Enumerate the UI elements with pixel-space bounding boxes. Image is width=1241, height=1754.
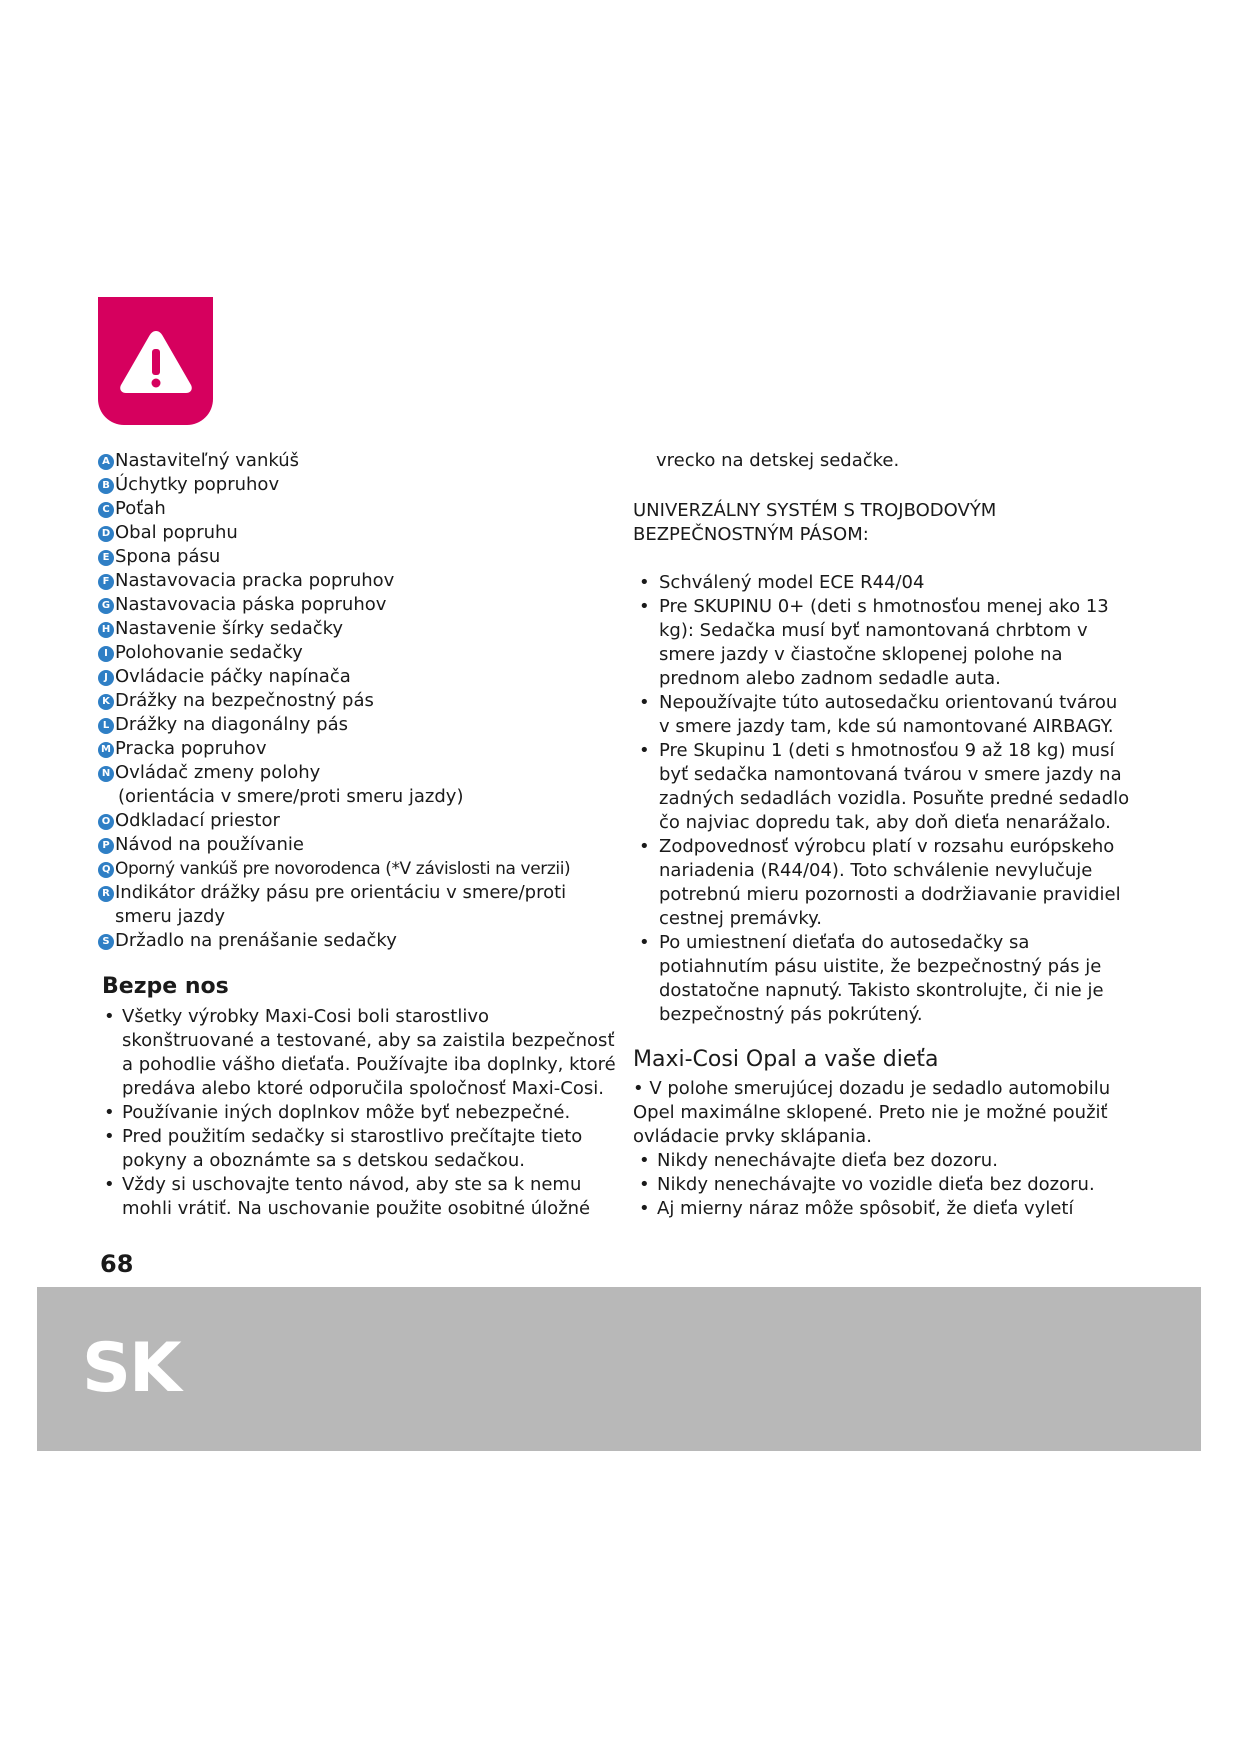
part-item-m bbox=[98, 737, 618, 761]
universal-item: • Nepoužívajte túto autosedačku orientovanú tvárou v smere jazdy tam, kde sú namontované AIRBAGY. bbox=[633, 691, 1133, 739]
part-badge: I bbox=[98, 646, 114, 662]
part-badge: C bbox=[98, 502, 114, 518]
opal-item: • Nikdy nenechávajte dieťa bez dozoru. bbox=[633, 1149, 1133, 1173]
part-note: (orientácia v smere/proti smeru jazdy) bbox=[118, 786, 464, 807]
part-item-d bbox=[98, 521, 618, 545]
warning-block bbox=[98, 297, 213, 425]
opal-item: • Nikdy nenechávajte vo vozidle dieťa bez dozoru. bbox=[633, 1173, 1133, 1197]
part-label: Nastaviteľný vankúš bbox=[115, 450, 300, 471]
opal-item: • Aj mierny náraz môže spôsobiť, že dieťa vyletí bbox=[633, 1197, 1133, 1221]
part-badge: B bbox=[98, 478, 114, 494]
part-badge: L bbox=[98, 718, 114, 734]
part-label: Držadlo na prenášanie sedačky bbox=[115, 930, 397, 951]
part-item-r bbox=[98, 881, 618, 929]
safety-item: • Používanie iných doplnkov môže byť nebezpečné. bbox=[98, 1101, 618, 1125]
part-item-a bbox=[98, 449, 618, 473]
part-label: Drážky na bezpečnostný pás bbox=[115, 690, 374, 711]
part-label: Nastavenie šírky sedačky bbox=[115, 618, 344, 639]
part-badge: F bbox=[98, 574, 114, 590]
part-item-c bbox=[98, 497, 618, 521]
part-item-l bbox=[98, 713, 618, 737]
opal-text: • V polohe smerujúcej dozadu je sedadlo automobilu Opel maximálne sklopené. Preto nie je možné použiť ovládacie prvky sklápania. bbox=[633, 1078, 1111, 1147]
part-badge: D bbox=[98, 526, 114, 542]
part-label: Obal popruhu bbox=[115, 522, 238, 543]
safety-list bbox=[98, 1005, 618, 1221]
right-column bbox=[633, 449, 1133, 1221]
part-label: Indikátor drážky pásu pre orientáciu v smere/proti smeru jazdy bbox=[115, 882, 567, 927]
part-item-j bbox=[98, 665, 618, 689]
safety-item: • Všetky výrobky Maxi-Cosi boli starostlivo skonštruované a testované, aby sa zaistila bezpečnosť a pohodlie vášho dieťaťa. Používajte iba doplnky, ktoré predáva alebo ktoré odporučila spoločnosť Maxi-Cosi. bbox=[98, 1005, 618, 1101]
part-badge: N bbox=[98, 766, 114, 782]
part-badge: O bbox=[98, 814, 114, 830]
part-badge: P bbox=[98, 838, 114, 854]
safety-item: • Vždy si uschovajte tento návod, aby ste sa k nemu mohli vrátiť. Na uschovanie použite osobitné úložné bbox=[98, 1173, 618, 1221]
part-item-q bbox=[98, 857, 618, 881]
part-label: Nastavovacia pracka popruhov bbox=[115, 570, 395, 591]
part-label: Poťah bbox=[115, 498, 166, 519]
part-label: Polohovanie sedačky bbox=[115, 642, 303, 663]
part-item-h bbox=[98, 617, 618, 641]
part-item-o bbox=[98, 809, 618, 833]
part-item-s bbox=[98, 929, 618, 953]
part-badge: J bbox=[98, 670, 114, 686]
part-item-p bbox=[98, 833, 618, 857]
part-label: Nastavovacia páska popruhov bbox=[115, 594, 387, 615]
part-badge: R bbox=[98, 886, 114, 902]
part-item-g bbox=[98, 593, 618, 617]
universal-item: • Zodpovednosť výrobcu platí v rozsahu európskeho nariadenia (R44/04). Toto schválenie nevylučuje potrebnú mieru pozornosti a dodržiavanie pravidiel cestnej premávky. bbox=[633, 835, 1133, 931]
part-label: Pracka popruhov bbox=[115, 738, 267, 759]
part-label: Spona pásu bbox=[115, 546, 221, 567]
universal-list bbox=[633, 571, 1133, 1027]
part-badge: Q bbox=[98, 862, 114, 878]
continuation-text: vrecko na detskej sedačke. bbox=[656, 450, 900, 471]
parts-list bbox=[98, 449, 618, 953]
safety-item: • Pred použitím sedačky si starostlivo prečítajte tieto pokyny a oboznámte sa s detskou sedačkou. bbox=[98, 1125, 618, 1173]
part-item-e bbox=[98, 545, 618, 569]
part-item-i bbox=[98, 641, 618, 665]
part-badge: S bbox=[98, 934, 114, 950]
part-badge: H bbox=[98, 622, 114, 638]
part-item-k bbox=[98, 689, 618, 713]
language-bar bbox=[37, 1287, 1201, 1451]
universal-heading: UNIVERZÁLNY SYSTÉM S TROJBODOVÝM BEZPEČNOSTNÝM PÁSOM: bbox=[633, 500, 997, 545]
part-label: Návod na používanie bbox=[115, 834, 304, 855]
part-badge: M bbox=[98, 742, 114, 758]
universal-item: • Schválený model ECE R44/04 bbox=[633, 571, 1133, 595]
part-label: Úchytky popruhov bbox=[115, 474, 280, 495]
part-item-b bbox=[98, 473, 618, 497]
part-badge: K bbox=[98, 694, 114, 710]
warning-triangle-icon bbox=[116, 327, 196, 397]
part-label: Ovládač zmeny polohy bbox=[115, 762, 321, 783]
part-badge: G bbox=[98, 598, 114, 614]
universal-item: • Pre SKUPINU 0+ (deti s hmotnosťou menej ako 13 kg): Sedačka musí byť namontovaná chrbtom v smere jazdy v čiastočne sklopenej polohe na prednom alebo zadnom sedadle auta. bbox=[633, 595, 1133, 691]
universal-item: • Pre Skupinu 1 (deti s hmotnosťou 9 až 18 kg) musí byť sedačka namontovaná tvárou v smere jazdy na zadných sedadlách vozidla. Posuňte predné sedadlo čo najviac dopredu tak, aby doň dieťa nenarážalo. bbox=[633, 739, 1133, 835]
part-badge: E bbox=[98, 550, 114, 566]
safety-title: Bezpe nos bbox=[102, 974, 229, 999]
universal-item: • Po umiestnení dieťaťa do autosedačky sa potiahnutím pásu uistite, že bezpečnostný pás je dostatočne napnutý. Takisto skontrolujte, či nie je bezpečnostný pás pokrútený. bbox=[633, 931, 1133, 1027]
left-column bbox=[98, 449, 618, 1221]
part-item-n bbox=[98, 761, 618, 809]
part-label: Oporný vankúš pre novorodenca (*V závislosti na verzii) bbox=[115, 859, 571, 879]
part-label: Drážky na diagonálny pás bbox=[115, 714, 349, 735]
opal-heading: Maxi-Cosi Opal a vaše dieťa bbox=[633, 1047, 939, 1072]
part-label: Odkladací priestor bbox=[115, 810, 280, 831]
language-code: SK bbox=[82, 1329, 180, 1408]
page-number: 68 bbox=[100, 1250, 134, 1278]
part-badge: A bbox=[98, 454, 114, 470]
opal-list bbox=[633, 1149, 1133, 1221]
part-label: Ovládacie páčky napínača bbox=[115, 666, 351, 687]
part-item-f bbox=[98, 569, 618, 593]
